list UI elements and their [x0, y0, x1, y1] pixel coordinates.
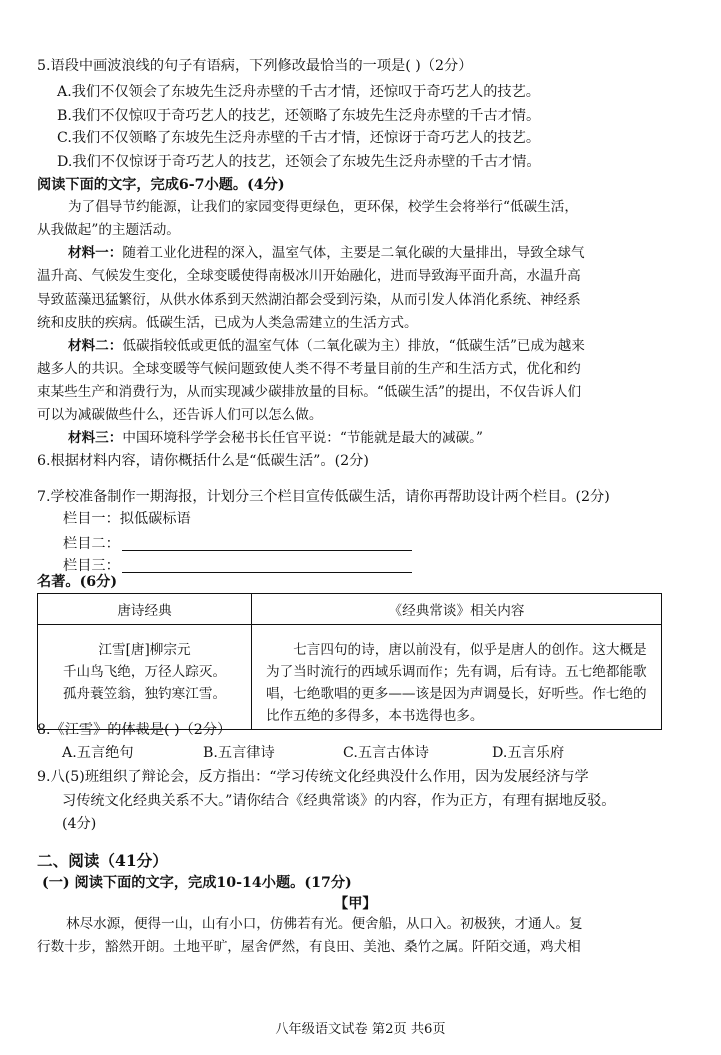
material-3-label: 材料三： — [68, 430, 123, 446]
material-1-label: 材料一： — [68, 245, 123, 261]
q8-option-a[interactable]: A.五言绝句 — [62, 745, 134, 761]
passage-line-1: 林尽水源，便得一山，山有小口，仿佛若有光。便舍船，从口入。初极狭，才通人。复 — [66, 916, 583, 932]
reading67-intro: 阅读下面的文字，完成6-7小题。(4分) — [37, 177, 285, 193]
passage-jia-label: 【甲】 — [334, 896, 377, 912]
section-2-title: 二、阅读（41分） — [37, 851, 168, 870]
material-2-label: 材料二： — [68, 338, 123, 354]
q9-line-2: 习传统文化经典关系不大。”请你结合《经典常谈》的内容，作为正方，有理有据地反驳。 — [62, 793, 616, 809]
q8-option-d[interactable]: D.五言乐府 — [492, 745, 565, 761]
q7-stem: 7.学校准备制作一期海报，计划分三个栏目宣传低碳生活，请你再帮助设计两个栏目。(2分) — [37, 489, 610, 505]
material-3-text: 中国环境科学学会秘书长任官平说：“节能就是最大的减碳。” — [122, 430, 483, 446]
q7-column-2-label: 栏目二： — [63, 535, 120, 552]
reading67-lead-1: 为了倡导节约能源，让我们的家园变得更绿色，更环保，校学生会将举行“低碳生活， — [68, 199, 578, 215]
material-1-line-2: 温升高、气候发生变化，全球变暖使得南极冰川开始融化，进而导致海平面升高，水温升高 — [37, 268, 581, 284]
q9-line-3: (4分) — [62, 816, 97, 832]
q6-stem: 6.根据材料内容，请你概括什么是“低碳生活”。(2分) — [37, 453, 369, 469]
material-3-line — [68, 432, 483, 446]
q7-column-3-label: 栏目三： — [63, 557, 120, 574]
poem-cell — [38, 625, 252, 730]
q5-option-a[interactable]: A.我们不仅领会了东坡先生泛舟赤壁的千古才情，还惊叹于奇巧艺人的技艺。 — [57, 84, 540, 100]
page-footer: 八年级语文试卷 第2页 共6页 — [275, 1022, 446, 1037]
q7-column-2-answer-line[interactable] — [122, 536, 412, 551]
material-1-text: 随着工业化进程的深入，温室气体，主要是二氧化碳的大量排出，导致全球气 — [122, 245, 585, 261]
q5-stem: 5.语段中画波浪线的句子有语病，下列修改最恰当的一项是( )（2分） — [37, 58, 473, 74]
material-1-line-3: 导致蓝藻迅猛繁衍，从供水体系到天然湖泊都会受到污染，从而引发人体消化系统、神经系 — [37, 292, 581, 308]
q9-line-1: 9.八(5)班组织了辩论会，反方指出：“学习传统文化经典没什么作用，因为发展经济与学 — [37, 769, 589, 785]
q7-column-2-row — [63, 536, 412, 551]
q5-option-c[interactable]: C.我们不仅领略了东坡先生泛舟赤壁的千古才情，还惊讶于奇巧艺人的技艺。 — [57, 130, 541, 146]
material-2-line-3: 束某些生产和消费行为，从而实现减少碳排放量的目标。“低碳生活”的提出，不仅告诉人们 — [37, 384, 582, 400]
poem-line-1: 千山鸟飞绝，万径人踪灭。 — [62, 664, 227, 680]
table-header-right: 《经典常谈》相关内容 — [252, 594, 662, 625]
table-header-left: 唐诗经典 — [38, 594, 252, 625]
poem-title: 江雪[唐]柳宗元 — [98, 642, 191, 658]
mingzhu-title: 名著。(6分) — [37, 574, 118, 590]
classic-desc-cell: 七言四句的诗，唐以前没有，似乎是唐人的创作。这大概是为了当时流行的西域乐调而作；先有调，后有诗。五七绝都能歌唱，七绝歌唱的更多——该是因为声调曼长，好听些。作七绝的比作五绝的多得多，本书选得也多。 — [252, 625, 662, 730]
reading67-lead-2: 从我做起”的主题活动。 — [37, 222, 180, 238]
material-2-line-1 — [68, 340, 585, 354]
poem-line-2: 孤舟蓑笠翁，独钓寒江雪。 — [62, 686, 227, 702]
q8-option-c[interactable]: C.五言古体诗 — [343, 745, 429, 761]
q7-column-3-row — [63, 558, 412, 573]
q5-option-d[interactable]: D.我们不仅惊讶于奇巧艺人的技艺，还领会了东坡先生泛舟赤壁的千古才情。 — [57, 154, 541, 170]
material-2-text: 低碳指较低或更低的温室气体（二氧化碳为主）排放，“低碳生活”已成为越来 — [122, 338, 585, 354]
mingzhu-table — [37, 593, 662, 730]
q8-stem: 8.《江雪》的体裁是( )（2分） — [37, 722, 232, 738]
material-1-line-1 — [68, 247, 585, 261]
passage-line-2: 行数十步，豁然开朗。土地平旷，屋舍俨然，有良田、美池、桑竹之属。阡陌交通，鸡犬相 — [37, 939, 581, 955]
q5-option-b[interactable]: B.我们不仅惊叹于奇巧艺人的技艺，还领略了东坡先生泛舟赤壁的千古才情。 — [57, 108, 541, 124]
q7-column-3-answer-line[interactable] — [122, 558, 412, 573]
q7-column-1: 栏目一：拟低碳标语 — [63, 511, 191, 527]
material-2-line-2: 越多人的共识。全球变暖等气候问题致使人类不得不考量目前的生产和生活方式，优化和约 — [37, 361, 581, 377]
section-2-subtitle: (一) 阅读下面的文字，完成10-14小题。(17分) — [42, 875, 352, 891]
q8-option-b[interactable]: B.五言律诗 — [203, 745, 275, 761]
material-1-line-4: 统和皮肤的疾病。低碳生活，已成为人类急需建立的生活方式。 — [37, 315, 418, 331]
material-2-line-4: 可以为减碳做些什么，还告诉人们可以怎么做。 — [37, 407, 323, 423]
